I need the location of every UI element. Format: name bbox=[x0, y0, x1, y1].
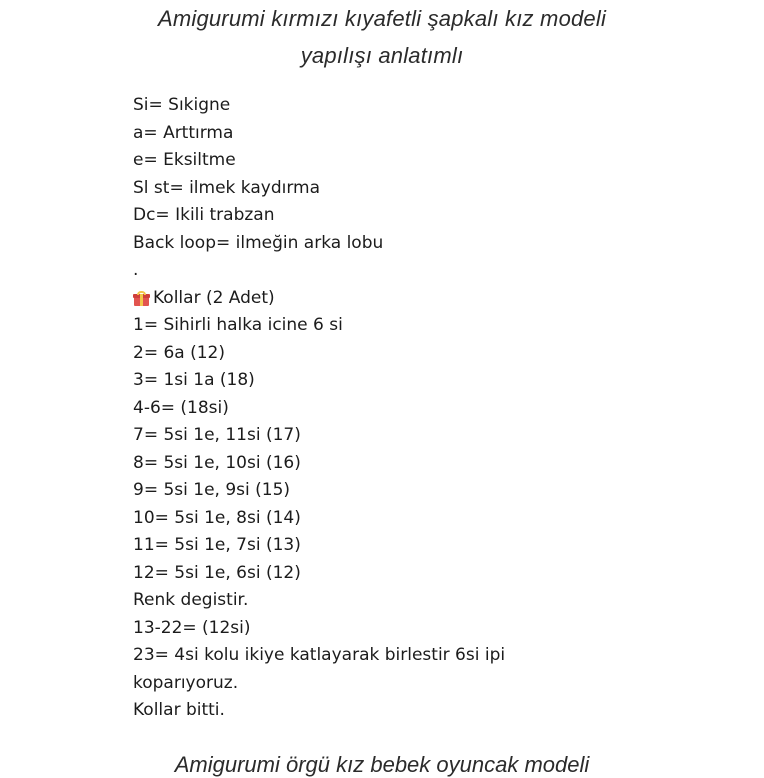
legend-dc: Dc= Ikili trabzan bbox=[133, 205, 275, 225]
legend-sl-st: Sl st= ilmek kaydırma bbox=[133, 177, 321, 198]
step-line: 3= 1si 1a (18) bbox=[133, 370, 255, 390]
step-line: 23= 4si kolu ikiye katlayarak birlestir 6si ipi bbox=[133, 645, 506, 665]
legend-si: Si= Sıkigne bbox=[133, 95, 231, 115]
step-line: 4-6= (18si) bbox=[133, 397, 229, 418]
step-line: Renk degistir. bbox=[133, 590, 249, 610]
step-line: 1= Sihirli halka icine 6 si bbox=[133, 315, 343, 335]
legend-a: a= Arttırma bbox=[133, 122, 234, 143]
step-line: 2= 6a (12) bbox=[133, 342, 225, 363]
title-line-2: yapılışı anlatımlı bbox=[300, 43, 464, 68]
legend-e: e= Eksiltme bbox=[133, 150, 236, 170]
legend-back-loop: Back loop= ilmeğin arka lobu bbox=[133, 232, 384, 253]
step-line: 11= 5si 1e, 7si (13) bbox=[133, 535, 301, 555]
pattern-text bbox=[133, 92, 753, 725]
step-line: 9= 5si 1e, 9si (15) bbox=[133, 480, 291, 500]
step-line: koparıyoruz. bbox=[133, 672, 239, 693]
step-line: 8= 5si 1e, 10si (16) bbox=[133, 452, 301, 473]
title-line-1: Amigurumi kırmızı kıyafetli şapkalı kız modeli bbox=[157, 6, 607, 31]
step-line: Kollar bitti. bbox=[133, 700, 225, 720]
step-line: 10= 5si 1e, 8si (14) bbox=[133, 507, 301, 528]
section-title: Kollar (2 Adet) bbox=[153, 287, 275, 308]
legend-separator: . bbox=[133, 260, 139, 280]
step-line: 7= 5si 1e, 11si (17) bbox=[133, 425, 301, 445]
section-heading-kollar bbox=[133, 285, 753, 313]
next-section-title: Amigurumi örgü kız bebek oyuncak modeli bbox=[174, 752, 590, 777]
step-line: 13-22= (12si) bbox=[133, 617, 251, 638]
step-line: 12= 5si 1e, 6si (12) bbox=[133, 562, 301, 583]
wrapped-gift-icon bbox=[133, 291, 150, 306]
